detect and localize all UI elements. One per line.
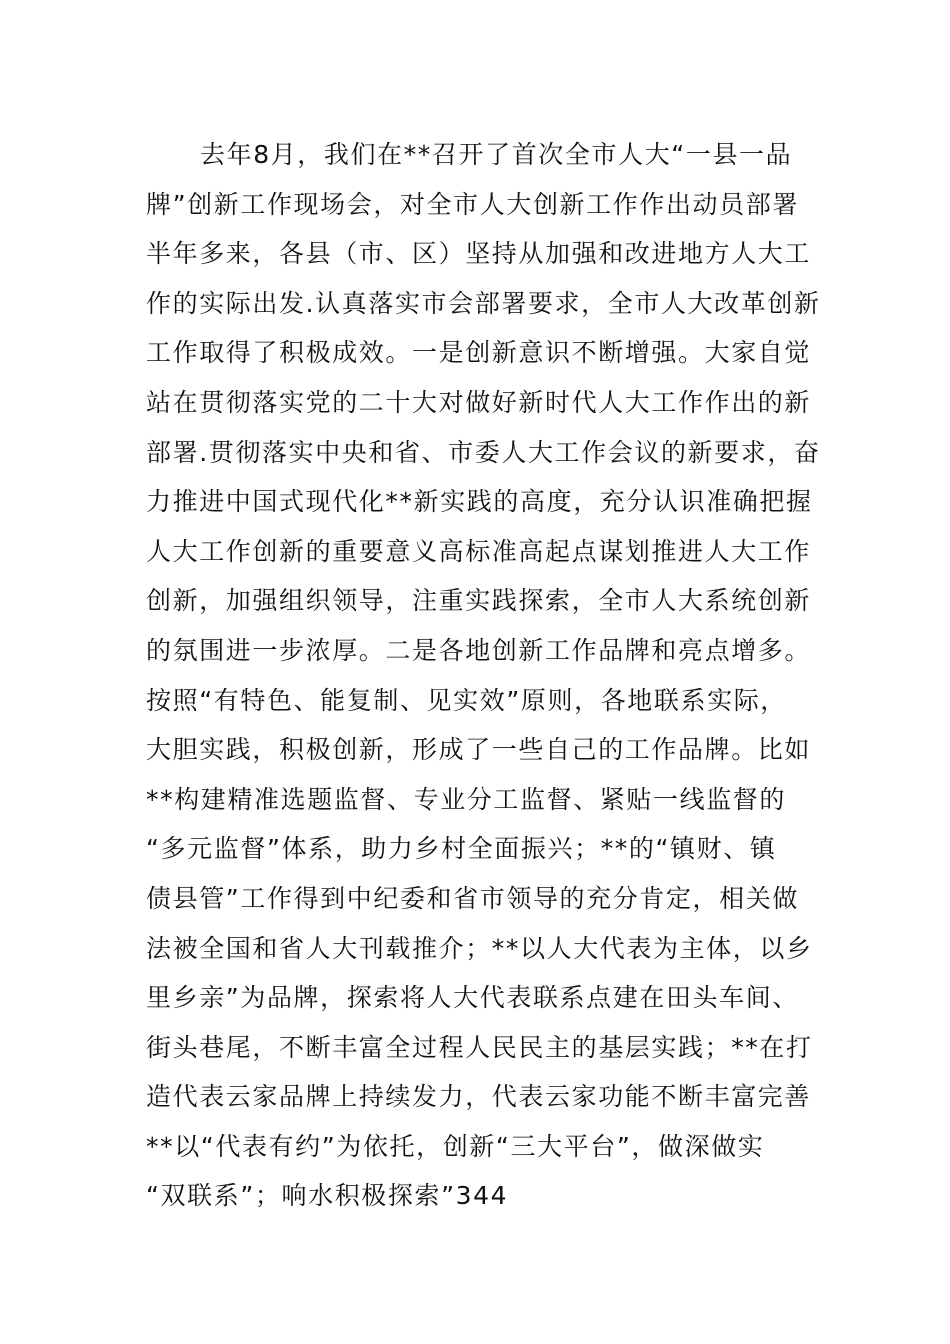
paragraph-line: **以“代表有约”为依托，创新“三大平台”，做深做实 <box>146 1131 765 1161</box>
paragraph-line: 造代表云家品牌上持续发力，代表云家功能不断丰富完善 <box>146 1082 812 1112</box>
paragraph-line: 大胆实践，积极创新，形成了一些自己的工作品牌。比如 <box>146 735 812 765</box>
paragraph-line: 工作取得了积极成效。一是创新意识不断增强。大家自觉 <box>146 338 812 368</box>
paragraph-line: 按照“有特色、能复制、见实效”原则，各地联系实际， <box>146 685 787 715</box>
paragraph-line: 力推进中国式现代化**新实践的高度，充分认识准确把握 <box>146 487 813 517</box>
paragraph-line: 牌”创新工作现场会，对全市人大创新工作作出动员部署 <box>146 189 799 219</box>
paragraph-line: “多元监督”体系，助力乡村全面振兴；**的“镇财、镇 <box>146 834 777 864</box>
paragraph-line: 站在贯彻落实党的二十大对做好新时代人大工作作出的新 <box>146 387 812 417</box>
paragraph-line: 部署.贯彻落实中央和省、市委人大工作会议的新要求，奋 <box>146 437 821 467</box>
paragraph-line: 街头巷尾，不断丰富全过程人民民主的基层实践；**在打 <box>146 1032 813 1062</box>
paragraph-line: 半年多来，各县（市、区）坚持从加强和改进地方人大工 <box>146 239 812 269</box>
paragraph-line: 去年8月，我们在**召开了首次全市人大“一县一品 <box>200 140 793 169</box>
paragraph-line: “双联系”；响水积极探索”344 <box>146 1181 509 1211</box>
paragraph-line: 作的实际出发.认真落实市会部署要求，全市人大改革创新 <box>146 288 821 318</box>
paragraph-line: 里乡亲”为品牌，探索将人大代表联系点建在田头车间、 <box>146 983 799 1013</box>
paragraph-line: 法被全国和省人大刊载推介；**以人大代表为主体，以乡 <box>146 933 813 963</box>
paragraph-line: 的氛围进一步浓厚。二是各地创新工作品牌和亮点增多。 <box>146 635 812 665</box>
paragraph-line: 债县管”工作得到中纪委和省市领导的充分肯定，相关做 <box>146 883 799 913</box>
body-paragraph <box>146 130 821 1221</box>
paragraph-line: **构建精准选题监督、专业分工监督、紧贴一线监督的 <box>146 784 787 814</box>
paragraph-line: 创新，加强组织领导，注重实践探索，全市人大系统创新 <box>146 586 812 616</box>
paragraph-line: 人大工作创新的重要意义高标准高起点谋划推进人大工作 <box>146 536 812 566</box>
